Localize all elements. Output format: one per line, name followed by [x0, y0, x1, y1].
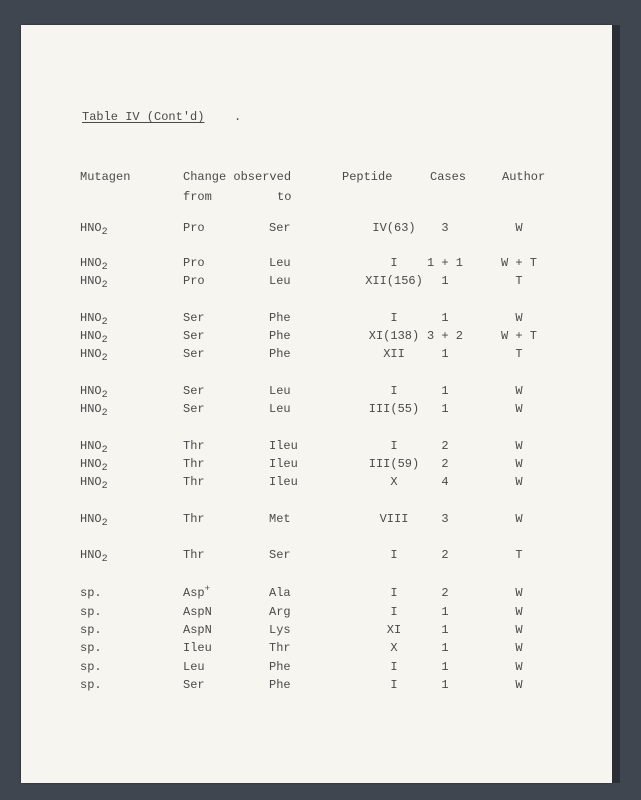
author-cell [488, 384, 550, 398]
author-cell [488, 347, 550, 361]
to-cell-text: Ileu [269, 475, 298, 489]
from-cell [183, 641, 212, 655]
to-cell-text: Phe [269, 329, 291, 343]
author-cell-text: W [515, 311, 523, 325]
mutagen-cell-text: HNO [80, 457, 102, 471]
author-cell [488, 660, 550, 674]
peptide-cell-text: XII(156) [365, 274, 423, 288]
author-cell-text: W [515, 512, 523, 526]
mutagen-cell [80, 623, 102, 637]
to-cell-text: Ala [269, 586, 291, 600]
cases-cell [416, 641, 474, 655]
to-cell-text: Leu [269, 402, 291, 416]
subscript: 2 [101, 445, 108, 456]
author-cell-text: T [515, 274, 523, 288]
from-cell [183, 347, 205, 361]
cases-cell [416, 256, 474, 270]
author-cell-text: W [515, 678, 523, 692]
subscript: 2 [101, 227, 108, 238]
mutagen-cell-text: HNO [80, 384, 102, 398]
from-cell-text: Asp [183, 586, 205, 600]
mutagen-cell-text: HNO [80, 439, 102, 453]
header-author: Author [502, 170, 546, 184]
peptide-cell-text: I [390, 384, 398, 398]
mutagen-cell [80, 605, 102, 619]
mutagen-cell-text: sp. [80, 605, 102, 619]
cases-cell-text: 1 + 1 [426, 256, 463, 270]
cases-cell [416, 586, 474, 600]
mutagen-cell [80, 402, 108, 418]
mutagen-cell [80, 221, 108, 237]
mutagen-cell-text: sp. [80, 660, 102, 674]
author-cell [488, 221, 550, 235]
mutagen-cell-text: HNO [80, 512, 102, 526]
mutagen-cell-text: sp. [80, 678, 102, 692]
from-cell [183, 660, 205, 674]
author-cell [488, 439, 550, 453]
author-cell-text: W [515, 402, 523, 416]
cases-cell [416, 605, 474, 619]
peptide-cell-text: I [390, 548, 398, 562]
to-cell-text: Leu [269, 384, 291, 398]
mutagen-cell-text: sp. [80, 623, 102, 637]
document-page [21, 25, 612, 783]
from-cell [183, 274, 205, 288]
cases-cell [416, 311, 474, 325]
mutagen-cell [80, 548, 108, 564]
from-cell-text: Pro [183, 274, 205, 288]
table-row [21, 221, 612, 237]
peptide-cell-text: VIII [379, 512, 409, 526]
cases-cell [416, 623, 474, 637]
from-cell-text: Thr [183, 439, 205, 453]
author-cell [488, 402, 550, 416]
cases-cell [416, 221, 474, 235]
peptide-cell-text: XII [383, 347, 405, 361]
author-cell [488, 457, 550, 471]
author-cell [488, 605, 550, 619]
to-cell [269, 512, 291, 526]
table-row [21, 347, 612, 363]
author-cell [488, 678, 550, 692]
author-cell-text: W [515, 660, 523, 674]
author-cell-text: W [515, 586, 523, 600]
mutagen-cell [80, 586, 102, 600]
peptide-cell-text: I [390, 605, 398, 619]
cases-cell-text: 1 [441, 641, 449, 655]
peptide-cell-text: III(59) [368, 457, 420, 471]
author-cell [488, 623, 550, 637]
table-row [21, 274, 612, 290]
author-cell-text: W + T [500, 329, 537, 343]
from-cell-text: Pro [183, 221, 205, 235]
to-cell [269, 256, 291, 270]
from-cell-text: Leu [183, 660, 205, 674]
cases-cell-text: 2 [441, 548, 449, 562]
peptide-cell-text: I [390, 586, 398, 600]
to-cell-text: Ileu [269, 457, 298, 471]
peptide-cell-text: I [390, 311, 398, 325]
cases-cell-text: 1 [441, 347, 449, 361]
to-cell-text: Lys [269, 623, 291, 637]
from-cell-text: Ser [183, 311, 205, 325]
mutagen-cell-text: HNO [80, 475, 102, 489]
from-cell [183, 457, 205, 471]
subscript: 2 [101, 408, 108, 419]
from-cell-text: Ser [183, 347, 205, 361]
mutagen-cell [80, 329, 108, 345]
subscript: 2 [101, 317, 108, 328]
from-cell [183, 256, 205, 270]
to-cell [269, 221, 291, 235]
author-cell [488, 512, 550, 526]
author-cell-text: W [515, 605, 523, 619]
cases-cell [416, 347, 474, 361]
author-cell-text: W [515, 439, 523, 453]
to-cell [269, 660, 291, 674]
mutagen-cell-text: HNO [80, 256, 102, 270]
table-row [21, 402, 612, 418]
cases-cell [416, 402, 474, 416]
author-cell [488, 475, 550, 489]
header-from: from [183, 190, 212, 204]
from-cell-text: AspN [183, 623, 212, 637]
from-cell-text: Ser [183, 678, 205, 692]
author-cell [488, 586, 550, 600]
mutagen-cell [80, 457, 108, 473]
table-row [21, 329, 612, 345]
from-cell [183, 402, 205, 416]
table-row [21, 660, 612, 676]
mutagen-cell [80, 678, 102, 692]
table-row [21, 439, 612, 455]
to-cell-text: Ser [269, 548, 291, 562]
author-cell [488, 641, 550, 655]
from-cell [183, 586, 210, 601]
mutagen-cell [80, 439, 108, 455]
from-cell [183, 512, 205, 526]
header-mutagen: Mutagen [80, 170, 131, 184]
cases-cell-text: 3 [441, 221, 449, 235]
cases-cell-text: 1 [441, 384, 449, 398]
superscript: + [204, 584, 211, 594]
cases-cell [416, 329, 474, 343]
to-cell [269, 384, 291, 398]
to-cell [269, 329, 291, 343]
to-cell-text: Leu [269, 274, 291, 288]
cases-cell-text: 1 [441, 605, 449, 619]
header-cases: Cases [430, 170, 467, 184]
header-peptide: Peptide [342, 170, 393, 184]
to-cell-text: Thr [269, 641, 291, 655]
mutagen-cell-text: sp. [80, 586, 102, 600]
cases-cell-text: 1 [441, 311, 449, 325]
mutagen-cell [80, 512, 108, 528]
peptide-cell-text: III(55) [368, 402, 420, 416]
to-cell-text: Ser [269, 221, 291, 235]
author-cell [488, 311, 550, 325]
from-cell-text: Thr [183, 512, 205, 526]
from-cell [183, 475, 205, 489]
cases-cell-text: 1 [441, 623, 449, 637]
author-cell-text: T [515, 548, 523, 562]
from-cell [183, 311, 205, 325]
mutagen-cell [80, 274, 108, 290]
mutagen-cell-text: sp. [80, 641, 102, 655]
subscript: 2 [101, 518, 108, 529]
to-cell [269, 402, 291, 416]
from-cell [183, 605, 212, 619]
mutagen-cell-text: HNO [80, 221, 102, 235]
from-cell-text: AspN [183, 605, 212, 619]
cases-cell-text: 1 [441, 402, 449, 416]
cases-cell [416, 678, 474, 692]
header-change-observed: Change observed [183, 170, 292, 184]
to-cell [269, 457, 298, 471]
to-cell [269, 678, 291, 692]
to-cell-text: Leu [269, 256, 291, 270]
table-row [21, 475, 612, 491]
to-cell [269, 274, 291, 288]
cases-cell [416, 512, 474, 526]
peptide-cell-text: I [390, 256, 398, 270]
to-cell [269, 311, 291, 325]
cases-cell-text: 1 [441, 678, 449, 692]
mutagen-cell-text: HNO [80, 274, 102, 288]
author-cell-text: W [515, 221, 523, 235]
from-cell [183, 221, 205, 235]
to-cell-text: Phe [269, 311, 291, 325]
to-cell [269, 439, 298, 453]
from-cell [183, 548, 205, 562]
subscript: 2 [101, 481, 108, 492]
mutagen-cell-text: HNO [80, 402, 102, 416]
from-cell [183, 623, 212, 637]
to-cell [269, 548, 291, 562]
author-cell [488, 329, 550, 343]
mutagen-cell [80, 660, 102, 674]
author-cell-text: W [515, 457, 523, 471]
mutagen-cell [80, 384, 108, 400]
from-cell-text: Ser [183, 402, 205, 416]
cases-cell [416, 439, 474, 453]
table-row [21, 457, 612, 473]
mutagen-cell [80, 311, 108, 327]
mutagen-cell [80, 641, 102, 655]
from-cell-text: Thr [183, 457, 205, 471]
author-cell-text: W [515, 384, 523, 398]
to-cell [269, 475, 298, 489]
cases-cell-text: 2 [441, 586, 449, 600]
from-cell [183, 384, 205, 398]
table-row [21, 678, 612, 694]
cases-cell-text: 2 [441, 439, 449, 453]
table-row [21, 311, 612, 327]
to-cell [269, 586, 291, 600]
from-cell-text: Thr [183, 475, 205, 489]
scan-edge [612, 25, 620, 783]
mutagen-cell [80, 347, 108, 363]
cases-cell [416, 660, 474, 674]
subscript: 2 [101, 554, 108, 565]
to-cell-text: Phe [269, 347, 291, 361]
peptide-cell-text: X [390, 475, 398, 489]
author-cell-text: W [515, 623, 523, 637]
cases-cell [416, 548, 474, 562]
subscript: 2 [101, 262, 108, 273]
cases-cell-text: 1 [441, 660, 449, 674]
table-row [21, 605, 612, 621]
subscript: 2 [101, 463, 108, 474]
author-cell [488, 548, 550, 562]
subscript: 2 [101, 280, 108, 291]
author-cell-text: W [515, 475, 523, 489]
from-cell [183, 439, 205, 453]
mutagen-cell [80, 256, 108, 272]
subscript: 2 [101, 353, 108, 364]
cases-cell [416, 274, 474, 288]
cases-cell-text: 3 [441, 512, 449, 526]
to-cell-text: Ileu [269, 439, 298, 453]
to-cell [269, 347, 291, 361]
author-cell-text: W + T [500, 256, 537, 270]
mutagen-cell-text: HNO [80, 329, 102, 343]
to-cell-text: Phe [269, 678, 291, 692]
table-row [21, 512, 612, 528]
cases-cell-text: 3 + 2 [426, 329, 463, 343]
from-cell-text: Thr [183, 548, 205, 562]
table-title-period: . [234, 110, 242, 124]
cases-cell [416, 384, 474, 398]
cases-cell-text: 2 [441, 457, 449, 471]
table-row [21, 384, 612, 400]
to-cell-text: Phe [269, 660, 291, 674]
mutagen-cell-text: HNO [80, 347, 102, 361]
from-cell-text: Pro [183, 256, 205, 270]
author-cell [488, 256, 550, 270]
peptide-cell-text: I [390, 678, 398, 692]
cases-cell-text: 1 [441, 274, 449, 288]
peptide-cell-text: X [390, 641, 398, 655]
table-row [21, 641, 612, 657]
author-cell-text: W [515, 641, 523, 655]
author-cell [488, 274, 550, 288]
to-cell [269, 605, 291, 619]
mutagen-cell-text: HNO [80, 311, 102, 325]
subscript: 2 [101, 335, 108, 346]
table-row [21, 623, 612, 639]
table-row [21, 256, 612, 272]
from-cell-text: Ileu [183, 641, 212, 655]
cases-cell-text: 4 [441, 475, 449, 489]
subscript: 2 [101, 390, 108, 401]
author-cell-text: T [515, 347, 523, 361]
table-row [21, 586, 612, 602]
from-cell [183, 329, 205, 343]
mutagen-cell [80, 475, 108, 491]
from-cell [183, 678, 205, 692]
header-to: to [277, 190, 292, 204]
table-row [21, 548, 612, 564]
peptide-cell-text: XI [386, 623, 402, 637]
peptide-cell-text: XI(138) [368, 329, 420, 343]
to-cell-text: Met [269, 512, 291, 526]
cases-cell [416, 457, 474, 471]
cases-cell [416, 475, 474, 489]
to-cell [269, 641, 291, 655]
peptide-cell-text: I [390, 660, 398, 674]
from-cell-text: Ser [183, 329, 205, 343]
peptide-cell-text: IV(63) [372, 221, 416, 235]
to-cell-text: Arg [269, 605, 291, 619]
to-cell [269, 623, 291, 637]
peptide-cell-text: I [390, 439, 398, 453]
from-cell-text: Ser [183, 384, 205, 398]
mutagen-cell-text: HNO [80, 548, 102, 562]
table-title: Table IV (Cont'd) [82, 110, 205, 124]
